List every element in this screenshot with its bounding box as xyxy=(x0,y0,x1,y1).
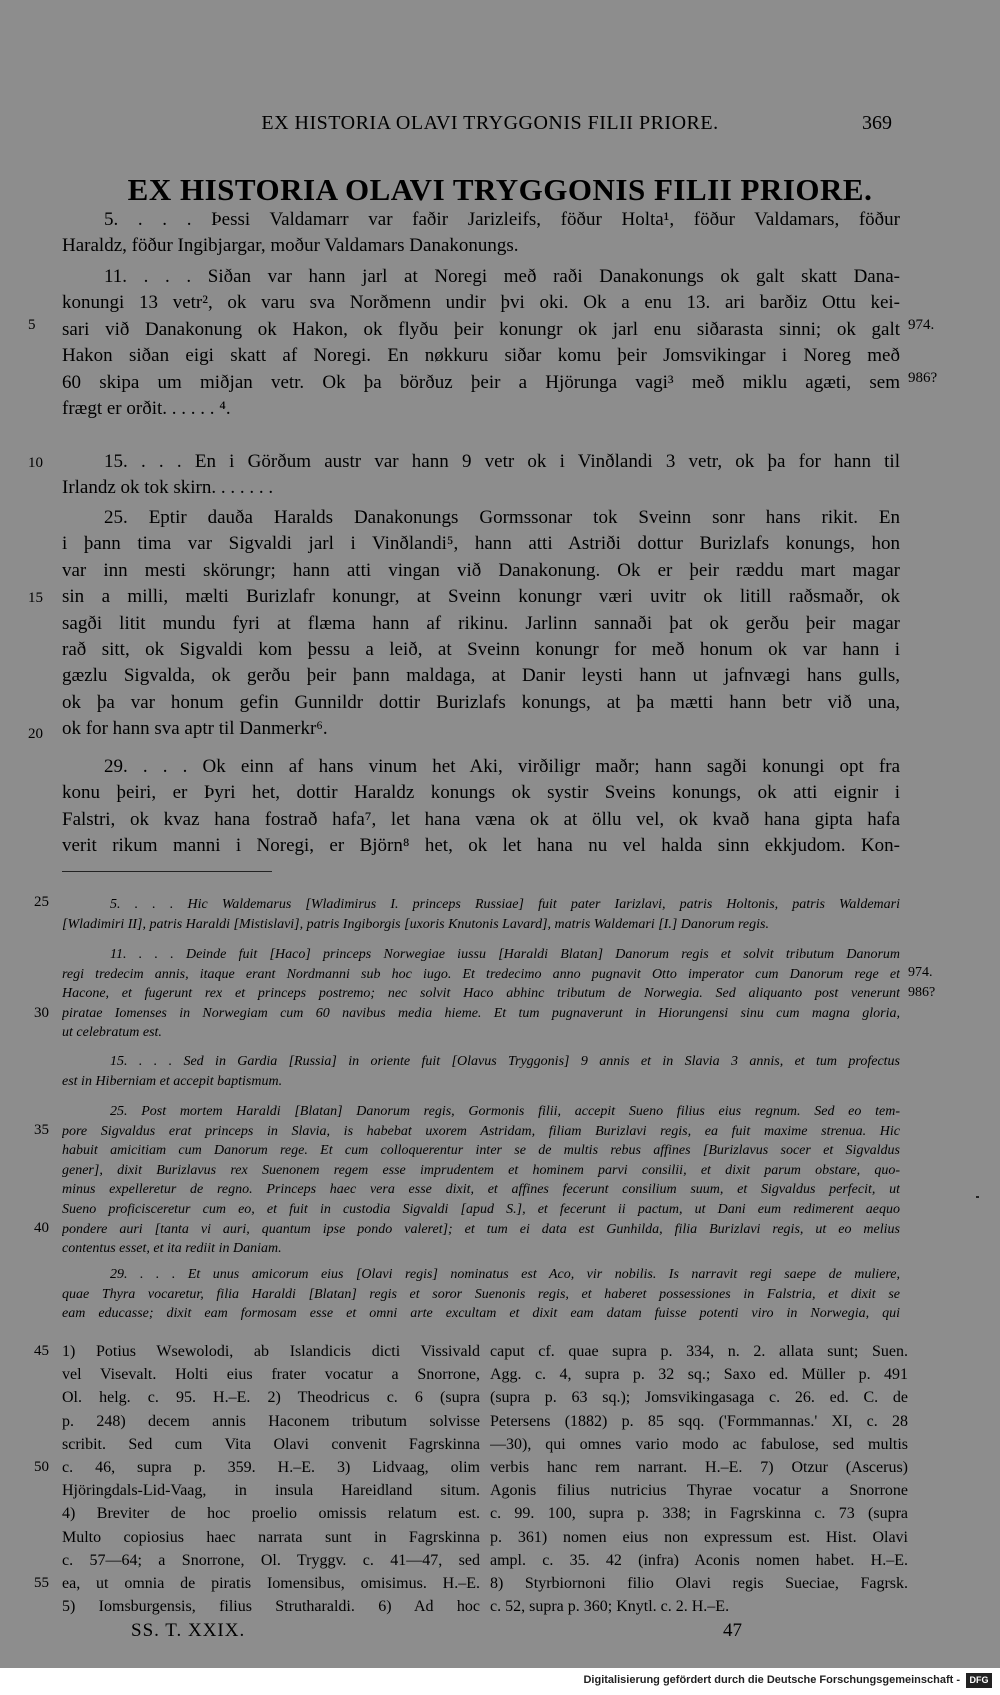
main-text-line: 60 skipa um miðjan vetr. Ok þa börðuz þeir a Hjörunga vagi³ með miklu agæti, sem xyxy=(62,371,900,393)
translation-paragraph-11 xyxy=(62,945,900,1043)
main-text-line: 5. . . . Þessi Valdamarr var faðir Jarizleifs, föður Holta¹, föður Valdamars, föður xyxy=(104,209,900,230)
footnote-line: ampl. c. 35. 42 (infra) Aconis nomen habet. H.–E. xyxy=(490,1551,908,1569)
footnote-line: c. 52, supra p. 360; Knytl. c. 2. H.–E. xyxy=(490,1598,730,1616)
separator-rule xyxy=(62,871,272,872)
main-text-line: Haraldz, föður Ingibjargar, moður Valdamars Danakonungs. xyxy=(62,235,519,257)
line-number: 45 xyxy=(34,1343,49,1359)
running-header-title: EX HISTORIA OLAVI TRYGGONIS FILII PRIORE. xyxy=(261,112,719,134)
translation-line: pore Sigvaldus erat princeps in Slavia, is habebat uxorem Astridam, filiam Burizlavi regis, ea fuit maxime strenua. Hic xyxy=(62,1123,900,1139)
footnote-line: caput cf. quae supra p. 334, n. 2. allata sunt; Suen. xyxy=(490,1343,908,1360)
translation-line: quae Thyra vocaretur, filia Haraldi [Blatan] regis et soror Suenonis regis, et haberet possessiones in Falstria, et dixit se xyxy=(62,1286,900,1302)
translation-line: 11. . . . Deinde fuit [Haco] princeps Norwegiae iussu [Haraldi Blatan] Danorum regis et solvit tributum Danorum xyxy=(110,947,900,962)
translation-line: regi tredecim annis, itaque erant Nordmanni sub hoc iugo. Et tredecimo anno pugnavit Otto imperator cum Danorum rege et xyxy=(62,966,900,982)
margin-year-note: 986? xyxy=(908,370,938,386)
footnote-line: ea, ut omnia de piratis Iomensibus, omisimus. H.–E. xyxy=(62,1574,480,1592)
signature-mark: SS. T. XXIX. xyxy=(131,1620,246,1641)
footnote-line: p. 361) nomen eius non expressum est. Hist. Olavi xyxy=(490,1528,908,1546)
main-paragraph-5 xyxy=(62,207,900,260)
footnote-line: p. 248) decem annis Haconem tributum solvisse xyxy=(62,1412,480,1430)
main-text-line: verit rikum manni i Noregi, er Björn⁸ het, ok let hana nu vel halda sinn ekkjudom. Kon- xyxy=(62,835,900,857)
line-number: 55 xyxy=(34,1575,49,1591)
margin-year-note: 974. xyxy=(908,965,933,980)
main-text-line: var inn mesti skörungr; hann atti vingan við Danakonung. Ok er þeir ræddu mart magar xyxy=(62,559,900,581)
footnote-line: scribit. Sed cum Vita Olavi convenit Fagrskinna xyxy=(62,1435,480,1453)
footnote-line: Hjöringdals-Lid-Vaag, in insula Hareidland situm. xyxy=(62,1482,480,1500)
main-text-line: 11. . . . Siðan var hann jarl at Noregi með raði Danakonungs ok galt skatt Dana- xyxy=(104,266,900,287)
main-text-line: 29. . . . Ok einn af hans vinum het Aki, virðiligr maðr; hann sagði konungi opt fra xyxy=(104,756,900,777)
digitization-credit: Digitalisierung gefördert durch die Deutsche Forschungsgemeinschaft - xyxy=(583,1674,960,1686)
footnote-line: —30), qui omnes vario modo ac fabulose, sed multis xyxy=(490,1435,908,1453)
translation-line: habuit amicitiam cum Danorum rege. Et cum colloquerentur inter se de multis rebus affines [Burizlavus socer et Sigvaldus xyxy=(62,1143,900,1159)
footnote-line: Petersens (1882) p. 85 sqq. ('Formmannas.' XI, c. 28 xyxy=(490,1412,908,1430)
translation-line: 25. Post mortem Haraldi [Blatan] Danorum regis, Gormonis filii, accepit Sueno filius eius regnum. Sed eo tem- xyxy=(110,1104,900,1119)
sheet-number: 47 xyxy=(723,1620,742,1641)
page-number: 369 xyxy=(862,112,892,134)
footnote-line: Agg. c. 4, supra p. 32 sq.; Saxo ed. Müller p. 491 xyxy=(490,1366,908,1384)
footnote-line: c. 99. 100, supra p. 338; in Fagrskinna c. 73 (supra xyxy=(490,1505,908,1523)
line-number: 35 xyxy=(34,1122,49,1138)
footnote-line: c. 46, supra p. 359. H.–E. 3) Lidvaag, olim xyxy=(62,1458,480,1476)
main-text-line: i þann tima var Sigvaldi jarl i Vinðlandi⁵, hann atti Astriði dottur Burizlafs konungs, hon xyxy=(62,533,900,555)
line-number: 10 xyxy=(28,455,43,471)
translation-line: eam educasse; dixit eam formosam esse et omni arte excultam et dixit eam datam fuisse potenti viro in Norwegia, qui xyxy=(62,1306,900,1322)
main-text-line: gæzlu Sigvalda, ok gerðu þeir þann maldaga, at Danir leysti hann ut jafnvægi hans gulls, xyxy=(62,665,900,687)
translation-line: [Wladimiri II], patris Haraldi [Mistislavi], patris Ingiborgis [uxoris Knutonis Lavard], matris Waldemari [I.] Danorum regis. xyxy=(62,916,769,932)
main-text-line: 25. Eptir dauða Haralds Danakonungs Gormssonar tok Sveinn sonr hans rikit. En xyxy=(104,507,900,528)
margin-year-note: 986? xyxy=(908,985,936,1000)
footnote-line: 4) Breviter de hoc proelio omissis relatum est. xyxy=(62,1505,480,1523)
footnote-line: 5) Iomsburgensis, filius Strutharaldi. 6) Ad hoc xyxy=(62,1598,480,1616)
footnote-line: Multo copiosius haec narrata sunt in Fagrskinna xyxy=(62,1528,480,1546)
footnote-line: (supra p. 63 sq.); Jomsvikingasaga c. 26. ed. C. de xyxy=(490,1389,908,1407)
line-number: 30 xyxy=(34,1005,49,1021)
translation-line: gener], dixit Burizlavus rex Suenonem regem esse imprudentem et hominem parvi consilii, et dixit parum obstare, quo- xyxy=(62,1162,900,1178)
footnote-line: verbis hanc rem narrant. H.–E. 7) Otzur (Ascerus) xyxy=(490,1458,908,1476)
main-text-line: ok þa var honum gefin Gunnildr dottir Burizlafs konungs, at þa mætti hann betr við una, xyxy=(62,691,900,713)
line-number: 50 xyxy=(34,1459,49,1475)
line-number: 5 xyxy=(28,317,36,333)
main-text-line: Falstri, ok kvaz hana fostrað hafa⁷, let hana væna ok at öllu vel, ok kvað hana gipta hafa xyxy=(62,808,900,830)
footnote-line: Ol. helg. c. 95. H.–E. 2) Theodricus c. 6 (supra xyxy=(62,1389,480,1407)
main-paragraph-25 xyxy=(62,505,900,743)
margin-year-note: 974. xyxy=(908,317,935,333)
translation-paragraph-25 xyxy=(62,1102,900,1259)
main-text-line: sin a milli, mælti Burizlafr konungr, at Sveinn konungr væri uvitr ok litill raðsmaðr, ok xyxy=(62,586,900,608)
translation-line: minus expelleretur de regno. Princeps haec vera esse dixit, et affines fecerunt consilium suum, et Sigvaldus perfecit, ut xyxy=(62,1182,900,1198)
footnote-line: 8) Styrbiornoni filio Olavi regis Sueciae, Fagrsk. xyxy=(490,1574,908,1592)
main-text-line: 15. . . . En i Görðum austr var hann 9 vetr ok i Vinðlandi 3 vetr, ok þa for hann til xyxy=(104,451,900,472)
main-text-line: sari við Danakonung ok Hakon, ok flyðu þeir konungr ok jarl enu siðarasta sinni; ok galt xyxy=(62,318,900,340)
translation-line: est in Hiberniam et accepit baptismum. xyxy=(62,1073,283,1089)
translation-line: ut celebratum est. xyxy=(62,1025,162,1041)
line-number: 15 xyxy=(28,590,43,606)
footnote-line: vel Visevalt. Holti eius frater vocatur a Snorrone, xyxy=(62,1366,480,1384)
chapter-title: EX HISTORIA OLAVI TRYGGONIS FILII PRIORE. xyxy=(127,172,873,207)
scan-speck xyxy=(976,1196,979,1198)
main-paragraph-15 xyxy=(62,449,900,502)
footnotes-right-column xyxy=(490,1340,908,1618)
main-text-line: rað sitt, ok Sigvaldi kom þessu a leið, at Sveinn konungr for með honum ok var hann i xyxy=(62,638,900,660)
translation-paragraph-5 xyxy=(62,895,900,934)
translation-line: piratae Iomenses in Norwegiam cum 60 navibus media hieme. Et tum pugnaverunt in Hiorungensi sinu cum magna gloria, xyxy=(62,1005,900,1021)
translation-line: 5. . . . Hic Waldemarus [Wladimirus I. princeps Russiae] fuit pater Iarizlavi, patris Holtonis, patris Waldemari xyxy=(110,897,900,912)
main-text-line: sagði litit mundu fyri at flæma hann af rikinu. Jarlinn sannaði þat ok gerðu þeir magar xyxy=(62,612,900,634)
dfg-logo-icon: DFG xyxy=(966,1673,992,1688)
running-header xyxy=(0,112,1000,140)
main-text-line: Hakon siðan eigi skatt af Noregi. En nøkkuru siðar komu þeir Jomsvikingar i Noreg með xyxy=(62,345,900,367)
translation-line: 15. . . . Sed in Gardia [Russia] in oriente fuit [Olavus Tryggonis] 9 annis et in Slavia 3 annis, et tum profectus xyxy=(110,1054,900,1069)
translation-line: 29. . . . Et unus amicorum eius [Olavi regis] nominatus est Aco, vir nobilis. Is narravit regi saepe de muliere, xyxy=(110,1267,900,1282)
main-paragraph-29 xyxy=(62,754,900,860)
main-text-line: Irlandz ok tok skirn. . . . . . . xyxy=(62,477,274,499)
line-number: 25 xyxy=(34,894,49,910)
translation-line: Sueno proficisceretur cum eo, et fuit in custodia Sigvaldi [apud S.], et fecerunt ii pactum, ut Dani eum redimerent aequo xyxy=(62,1201,900,1217)
translation-line: pondere auri [tanta vi auri, quantum ipse pondo valeret]; et tum ei data est Gunhilda, filia Burizlavi regis, ut eo melius xyxy=(62,1221,900,1237)
translation-paragraph-15 xyxy=(62,1052,900,1091)
line-number: 40 xyxy=(34,1220,49,1236)
main-text-line: ok for hann sva aptr til Danmerkr⁶. xyxy=(62,718,328,740)
footnote-line: 1) Potius Wsewolodi, ab Islandicis dicti Vissivald xyxy=(62,1343,480,1360)
translation-line: contentus esset, et ita rediit in Daniam. xyxy=(62,1241,282,1257)
main-text-line: frægt er orðit. . . . . . ⁴. xyxy=(62,397,231,419)
main-text-line: konungi 13 vetr², ok varu sva Norðmenn undir þvi oki. Ok a enu 13. ari barðiz Ottu kei- xyxy=(62,292,900,314)
translation-line: Hacone, et fugerunt rex et princeps postremo; nec solvit Haco abhinc tributum de Norwegia. Sed aliquanto post venerunt xyxy=(62,986,900,1002)
footnote-line: c. 57—64; a Snorrone, Ol. Tryggv. c. 41—47, sed xyxy=(62,1551,480,1569)
digitization-footer xyxy=(0,1668,1000,1695)
footnote-line: Agonis filius nutricius Thyrae vocatur a Snorrone xyxy=(490,1482,908,1500)
translation-paragraph-29 xyxy=(62,1265,900,1324)
footnotes-left-column xyxy=(62,1340,480,1618)
main-text-line: konu þeiri, er Þyri het, dottir Haraldz konungs ok systir Sveins konungs, ok atti eignir i xyxy=(62,782,900,804)
line-number: 20 xyxy=(28,726,43,742)
main-paragraph-11 xyxy=(62,264,900,422)
